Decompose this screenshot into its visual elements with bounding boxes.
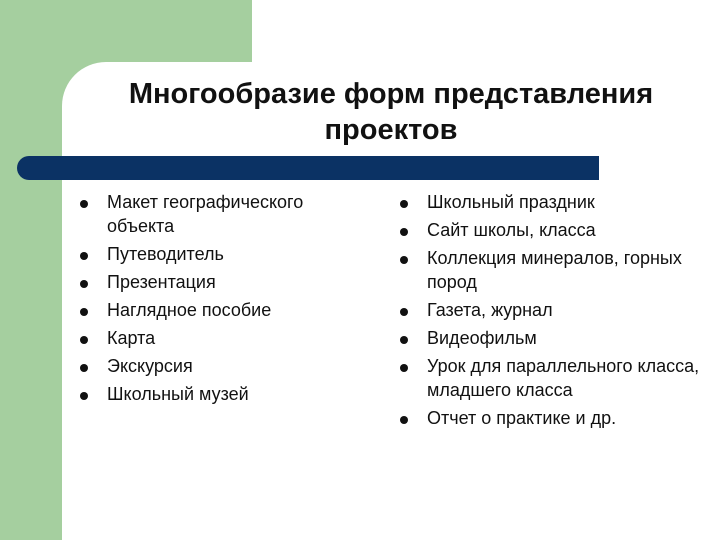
bullet-icon	[400, 228, 408, 236]
list-item	[400, 326, 700, 350]
list-item	[80, 298, 360, 322]
list-item	[80, 190, 360, 238]
bullet-icon	[400, 200, 408, 208]
list-item	[400, 298, 700, 322]
list-item	[80, 242, 360, 266]
list-item	[80, 382, 360, 406]
list-item	[400, 246, 700, 294]
right-bullet-list	[400, 190, 700, 434]
bullet-icon	[80, 200, 88, 208]
list-item	[400, 354, 700, 402]
slide-title	[62, 76, 720, 148]
list-item-text: Сайт школы, класса	[427, 220, 596, 240]
bullet-icon	[400, 416, 408, 424]
bullet-icon	[400, 308, 408, 316]
list-item-text: Школьный праздник	[427, 192, 595, 212]
bullet-icon	[80, 364, 88, 372]
list-item	[400, 218, 700, 242]
bullet-icon	[80, 280, 88, 288]
bullet-icon	[400, 364, 408, 372]
list-item-text: Презентация	[107, 272, 216, 292]
list-item-text: Коллекция минералов, горных пород	[427, 248, 682, 292]
list-item-text: Урок для параллельного класса, младшего класса	[427, 356, 700, 400]
list-item	[80, 354, 360, 378]
title-line-1: Многообразие форм представления	[128, 78, 654, 110]
title-divider-bar	[17, 156, 599, 180]
list-item-text: Путеводитель	[107, 244, 224, 264]
bullet-icon	[400, 256, 408, 264]
green-left-band	[0, 0, 62, 540]
list-item	[400, 406, 700, 430]
list-item-text: Экскурсия	[107, 356, 193, 376]
bullet-icon	[80, 336, 88, 344]
bullet-icon	[400, 336, 408, 344]
list-item-text: Газета, журнал	[427, 300, 553, 320]
list-item-text: Отчет о практике и др.	[427, 408, 617, 428]
list-item-text: Видеофильм	[427, 328, 537, 348]
list-item-text: Карта	[107, 328, 156, 348]
list-item-text: Школьный музей	[107, 384, 249, 404]
left-bullet-list	[80, 190, 360, 410]
list-item	[80, 270, 360, 294]
list-item-text: Макет географического объекта	[107, 192, 304, 236]
bullet-icon	[80, 252, 88, 260]
list-item	[400, 190, 700, 214]
list-item	[80, 326, 360, 350]
bullet-icon	[80, 392, 88, 400]
bullet-icon	[80, 308, 88, 316]
title-line-2: проектов	[324, 114, 458, 146]
list-item-text: Наглядное пособие	[107, 300, 272, 320]
